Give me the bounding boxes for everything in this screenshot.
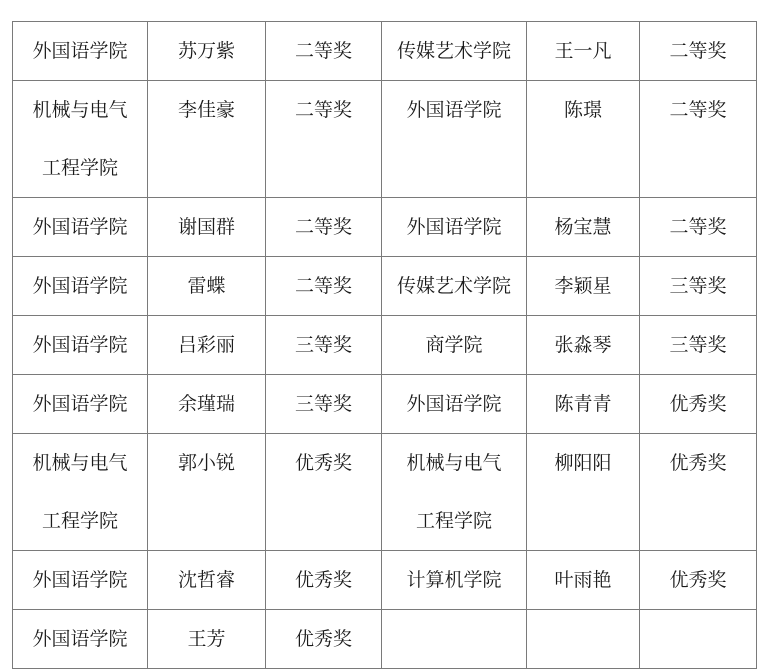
award-cell: 三等奖 [640, 316, 757, 375]
college-cell: 外国语学院 [382, 375, 527, 434]
table-row [13, 375, 757, 434]
name-cell: 余瑾瑞 [148, 375, 266, 434]
college-cell [13, 81, 148, 198]
empty-cell [382, 610, 527, 669]
table-row [13, 610, 757, 669]
name-cell: 苏万紫 [148, 22, 266, 81]
empty-cell [527, 610, 640, 669]
college-cell: 外国语学院 [13, 551, 148, 610]
award-cell: 二等奖 [640, 22, 757, 81]
college-cell: 计算机学院 [382, 551, 527, 610]
table-row [13, 551, 757, 610]
award-cell: 优秀奖 [640, 434, 757, 551]
college-cell: 外国语学院 [13, 375, 148, 434]
empty-cell [640, 610, 757, 669]
name-cell: 陈璟 [527, 81, 640, 198]
name-cell: 吕彩丽 [148, 316, 266, 375]
award-cell: 二等奖 [640, 198, 757, 257]
award-cell: 优秀奖 [266, 551, 382, 610]
name-cell: 沈哲睿 [148, 551, 266, 610]
award-cell: 三等奖 [266, 375, 382, 434]
name-cell: 王芳 [148, 610, 266, 669]
college-cell: 外国语学院 [13, 257, 148, 316]
college-cell: 外国语学院 [13, 316, 148, 375]
college-cell: 外国语学院 [382, 198, 527, 257]
table-row [13, 434, 757, 551]
college-line-1: 机械与电气 [32, 99, 128, 121]
table-row [13, 257, 757, 316]
college-cell: 传媒艺术学院 [382, 22, 527, 81]
name-cell: 谢国群 [148, 198, 266, 257]
college-cell: 传媒艺术学院 [382, 257, 527, 316]
award-list-table [12, 21, 757, 669]
award-cell: 二等奖 [266, 257, 382, 316]
name-cell: 陈青青 [527, 375, 640, 434]
name-cell: 杨宝慧 [527, 198, 640, 257]
table-row [13, 316, 757, 375]
college-cell: 外国语学院 [13, 610, 148, 669]
name-cell: 叶雨艳 [527, 551, 640, 610]
college-line-2: 工程学院 [41, 510, 118, 532]
award-cell: 优秀奖 [266, 434, 382, 551]
award-cell: 二等奖 [266, 81, 382, 198]
award-cell: 三等奖 [266, 316, 382, 375]
name-cell: 郭小锐 [148, 434, 266, 551]
college-cell: 外国语学院 [13, 22, 148, 81]
award-cell: 二等奖 [266, 22, 382, 81]
award-cell: 三等奖 [640, 257, 757, 316]
award-cell: 二等奖 [640, 81, 757, 198]
name-cell: 李佳豪 [148, 81, 266, 198]
name-cell: 雷蝶 [148, 257, 266, 316]
table-row [13, 198, 757, 257]
college-cell: 商学院 [382, 316, 527, 375]
college-line-1: 机械与电气 [406, 452, 502, 474]
award-cell: 优秀奖 [640, 375, 757, 434]
name-cell: 李颖星 [527, 257, 640, 316]
college-cell [382, 434, 527, 551]
name-cell: 王一凡 [527, 22, 640, 81]
college-line-2: 工程学院 [41, 157, 118, 179]
name-cell: 柳阳阳 [527, 434, 640, 551]
award-cell: 优秀奖 [266, 610, 382, 669]
college-line-2: 工程学院 [415, 510, 492, 532]
table-row [13, 81, 757, 198]
college-cell: 外国语学院 [382, 81, 527, 198]
award-cell: 优秀奖 [640, 551, 757, 610]
college-cell: 外国语学院 [13, 198, 148, 257]
college-cell [13, 434, 148, 551]
table-row [13, 22, 757, 81]
college-line-1: 机械与电气 [32, 452, 128, 474]
name-cell: 张淼琴 [527, 316, 640, 375]
award-cell: 二等奖 [266, 198, 382, 257]
